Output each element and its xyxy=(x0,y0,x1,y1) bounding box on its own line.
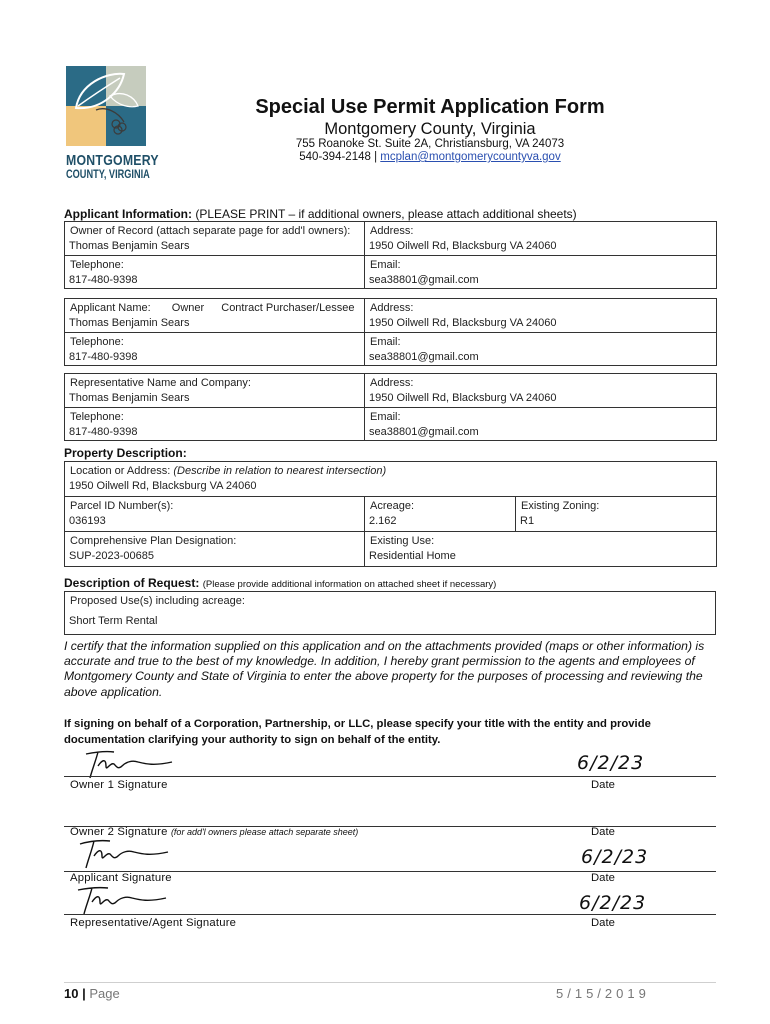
parcel-id-value: 036193 xyxy=(69,515,106,527)
owner-address-cell[interactable] xyxy=(365,222,717,256)
acreage-label: Acreage: xyxy=(370,500,415,512)
comp-plan-label: Comprehensive Plan Designation: xyxy=(70,535,237,547)
applicant-info-heading: Applicant Information: (PLEASE PRINT – if additional owners, please attach additional sheets) xyxy=(64,207,577,221)
office-email-link[interactable]: mcplan@montgomerycountyva.gov xyxy=(380,151,561,163)
logo-subtitle: COUNTY, VIRGINIA xyxy=(66,169,150,181)
applicant-name-label: Applicant Name: xyxy=(70,302,151,314)
applicant-date-value: 6/2/23 xyxy=(581,846,649,868)
owner-email-value: sea38801@gmail.com xyxy=(369,274,479,286)
office-phone: 540-394-2148 | xyxy=(299,151,378,163)
county-logo xyxy=(66,66,159,181)
applicant-table xyxy=(64,298,717,366)
proposed-use-value: Short Term Rental xyxy=(69,615,158,627)
applicant-telephone-cell[interactable] xyxy=(65,333,365,366)
location-value: 1950 Oilwell Rd, Blacksburg VA 24060 xyxy=(69,480,257,492)
location-hint: (Describe in relation to nearest intersection) xyxy=(173,465,387,477)
owner-record-value: Thomas Benjamin Sears xyxy=(69,240,190,252)
representative-email-value: sea38801@gmail.com xyxy=(369,426,479,438)
acreage-value: 2.162 xyxy=(369,515,397,527)
applicant-name-cell[interactable] xyxy=(65,299,365,333)
representative-signature-line[interactable] xyxy=(64,914,716,915)
location-label: Location or Address: xyxy=(70,465,171,477)
owner-option[interactable]: Owner xyxy=(171,302,205,314)
logo-name: MONTGOMERY xyxy=(66,152,159,169)
applicant-name-value: Thomas Benjamin Sears xyxy=(69,317,190,329)
owner-record-cell[interactable] xyxy=(65,222,365,256)
existing-use-value: Residential Home xyxy=(369,550,456,562)
owner-record-table xyxy=(64,221,717,289)
owner2-signature-label: Owner 2 Signature xyxy=(70,826,168,838)
representative-name-label: Representative Name and Company: xyxy=(70,377,251,389)
applicant-email-value: sea38801@gmail.com xyxy=(369,351,479,363)
owner2-signature-note: (for add'l owners please attach separate sheet) xyxy=(170,827,359,837)
request-heading: Description of Request: (Please provide additional information on attached sheet if necessary) xyxy=(64,576,497,590)
acreage-cell[interactable] xyxy=(365,497,516,532)
existing-use-label: Existing Use: xyxy=(370,535,435,547)
comp-plan-cell[interactable] xyxy=(65,532,365,567)
office-address: 755 Roanoke St. Suite 2A, Christiansburg, VA 24073 xyxy=(295,138,565,150)
footer-date: 5/15/2019 xyxy=(556,986,650,1001)
applicant-date-label: Date xyxy=(591,872,615,884)
proposed-use-label: Proposed Use(s) including acreage: xyxy=(70,595,245,607)
representative-name-cell[interactable] xyxy=(65,374,365,408)
proposed-use-cell[interactable] xyxy=(65,592,716,635)
zoning-label: Existing Zoning: xyxy=(521,500,600,512)
owner-record-label: Owner of Record (attach separate page for add'l owners): xyxy=(70,225,351,237)
representative-telephone-label: Telephone: xyxy=(70,411,124,423)
representative-email-cell[interactable] xyxy=(365,408,717,441)
representative-signature-label: Representative/Agent Signature xyxy=(70,917,237,929)
owner-email-cell[interactable] xyxy=(365,256,717,289)
location-cell[interactable] xyxy=(65,462,717,497)
parcel-id-cell[interactable] xyxy=(65,497,365,532)
applicant-email-label: Email: xyxy=(370,336,401,348)
representative-email-label: Email: xyxy=(370,411,401,423)
applicant-address-value: 1950 Oilwell Rd, Blacksburg VA 24060 xyxy=(369,317,557,329)
owner-telephone-value: 817-480-9398 xyxy=(69,274,138,286)
form-title: Special Use Permit Application Form xyxy=(255,96,605,118)
footer-divider xyxy=(64,982,716,983)
page-number: 10 | Page xyxy=(64,986,120,1001)
location-label-row xyxy=(69,464,712,479)
applicant-address-label: Address: xyxy=(370,302,414,314)
representative-telephone-cell[interactable] xyxy=(65,408,365,441)
representative-name-value: Thomas Benjamin Sears xyxy=(69,392,190,404)
applicant-telephone-value: 817-480-9398 xyxy=(69,351,138,363)
property-table xyxy=(64,461,717,567)
applicant-name-label-row xyxy=(69,301,360,316)
property-heading: Property Description: xyxy=(64,446,187,460)
representative-telephone-value: 817-480-9398 xyxy=(69,426,138,438)
certification-text: I certify that the information supplied on this application and on the attachments provided (maps or other information) is accurate and true to the best of my knowledge. In addition, I hereby grant permission to the agents and employees of Montgomery County and State of Virginia to enter the above property for the purposes of processing and reviewing the above application. xyxy=(64,639,705,699)
request-table xyxy=(64,591,716,635)
owner1-date-label: Date xyxy=(591,779,615,791)
comp-plan-value: SUP-2023-00685 xyxy=(69,550,155,562)
leaf-logo-icon xyxy=(66,66,146,146)
corporate-note: If signing on behalf of a Corporation, Partnership, or LLC, please specify your title with the entity and provide documentation clarifying your authority to sign on behalf of the entity. xyxy=(64,718,651,746)
existing-use-cell[interactable] xyxy=(365,532,717,567)
applicant-address-cell[interactable] xyxy=(365,299,717,333)
representative-address-cell[interactable] xyxy=(365,374,717,408)
representative-address-label: Address: xyxy=(370,377,414,389)
owner-email-label: Email: xyxy=(370,259,401,271)
zoning-cell[interactable] xyxy=(516,497,717,532)
contract-purchaser-option[interactable]: Contract Purchaser/Lessee xyxy=(221,302,355,314)
owner2-date-label: Date xyxy=(591,826,615,838)
owner1-date-value: 6/2/23 xyxy=(577,752,645,774)
owner-address-label: Address: xyxy=(370,225,414,237)
representative-address-value: 1950 Oilwell Rd, Blacksburg VA 24060 xyxy=(369,392,557,404)
representative-date-label: Date xyxy=(591,917,615,929)
county-name: Montgomery County, Virginia xyxy=(324,120,536,138)
applicant-telephone-label: Telephone: xyxy=(70,336,124,348)
owner1-signature-label: Owner 1 Signature xyxy=(70,779,168,791)
representative-signature-scribble xyxy=(76,884,176,916)
applicant-email-cell[interactable] xyxy=(365,333,717,366)
applicant-signature-scribble xyxy=(78,836,178,870)
representative-date-value: 6/2/23 xyxy=(579,892,647,914)
office-contact xyxy=(200,151,660,163)
owner-telephone-label: Telephone: xyxy=(70,259,124,271)
owner-telephone-cell[interactable] xyxy=(65,256,365,289)
owner1-signature-line[interactable] xyxy=(64,776,716,777)
applicant-signature-label: Applicant Signature xyxy=(70,872,172,884)
representative-table xyxy=(64,373,717,441)
owner-address-value: 1950 Oilwell Rd, Blacksburg VA 24060 xyxy=(369,240,557,252)
parcel-id-label: Parcel ID Number(s): xyxy=(70,500,174,512)
zoning-value: R1 xyxy=(520,515,535,527)
